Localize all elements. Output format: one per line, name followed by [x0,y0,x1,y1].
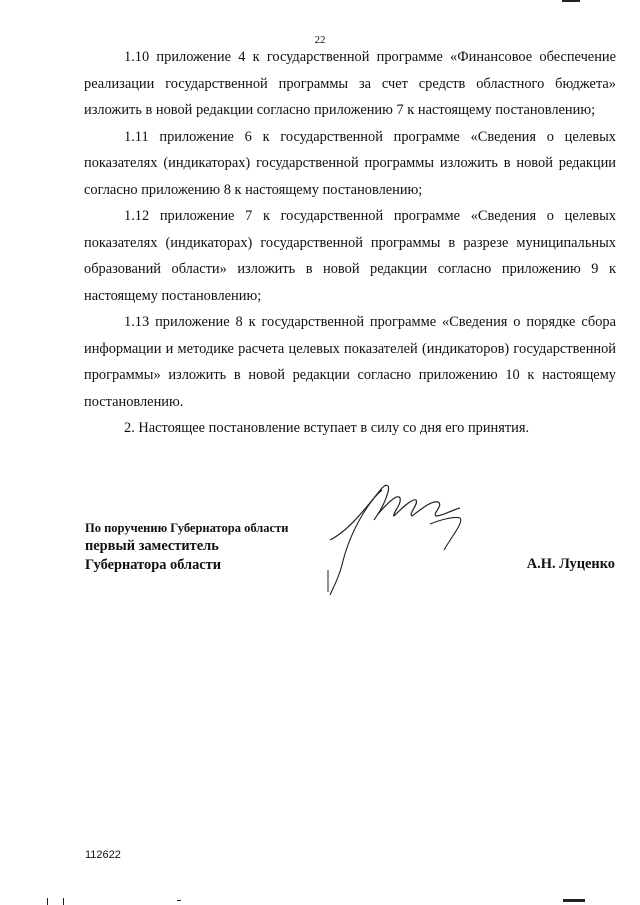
paragraph-1-12: 1.12 приложение 7 к государственной программе «Сведения о целевых показателях (индикаторах) государственной программы в разрезе муниципальных образований области» изложить в новой редакции согласно приложению 9 к настоящему постановлению; [84,208,616,304]
scan-mark-bottom-left-1 [47,898,48,905]
scan-mark-top-right [562,0,580,2]
signature-authority-line: По поручению Губернатора области [85,521,289,535]
paragraph-1-13: 1.13 приложение 8 к государственной программе «Сведения о порядке сбора информации и методике расчета целевых показателей (индикаторов) государственной программы» изложить в новой редакции согласно приложению 10 к настоящему постановлению. [84,314,616,410]
paragraph-1-10: 1.10 приложение 4 к государственной программе «Финансовое обеспечение реализации государственной программы за счет средств областного бюджета» изложить в новой редакции согласно приложению 7 к настоящему постановлению; [84,49,616,118]
signer-name: А.Н. Луценко [526,556,615,572]
document-body [84,44,616,442]
scan-mark-bottom-center [177,900,181,901]
scan-mark-bottom-left-2 [63,898,64,905]
signature-position-line: первый заместитель [85,538,219,554]
paragraph-2: 2. Настоящее постановление вступает в силу со дня его принятия. [124,420,530,436]
page-number: 22 [314,34,326,46]
paragraph-1-11: 1.11 приложение 6 к государственной программе «Сведения о целевых показателях (индикаторах) государственной программы изложить в новой редакции согласно приложению 8 к настоящему постановлению; [84,128,616,198]
scan-mark-bottom-right [563,899,585,902]
signature-block [85,519,615,575]
document-code: 112622 [85,849,121,861]
signature-title-line: Губернатора области [85,557,222,573]
